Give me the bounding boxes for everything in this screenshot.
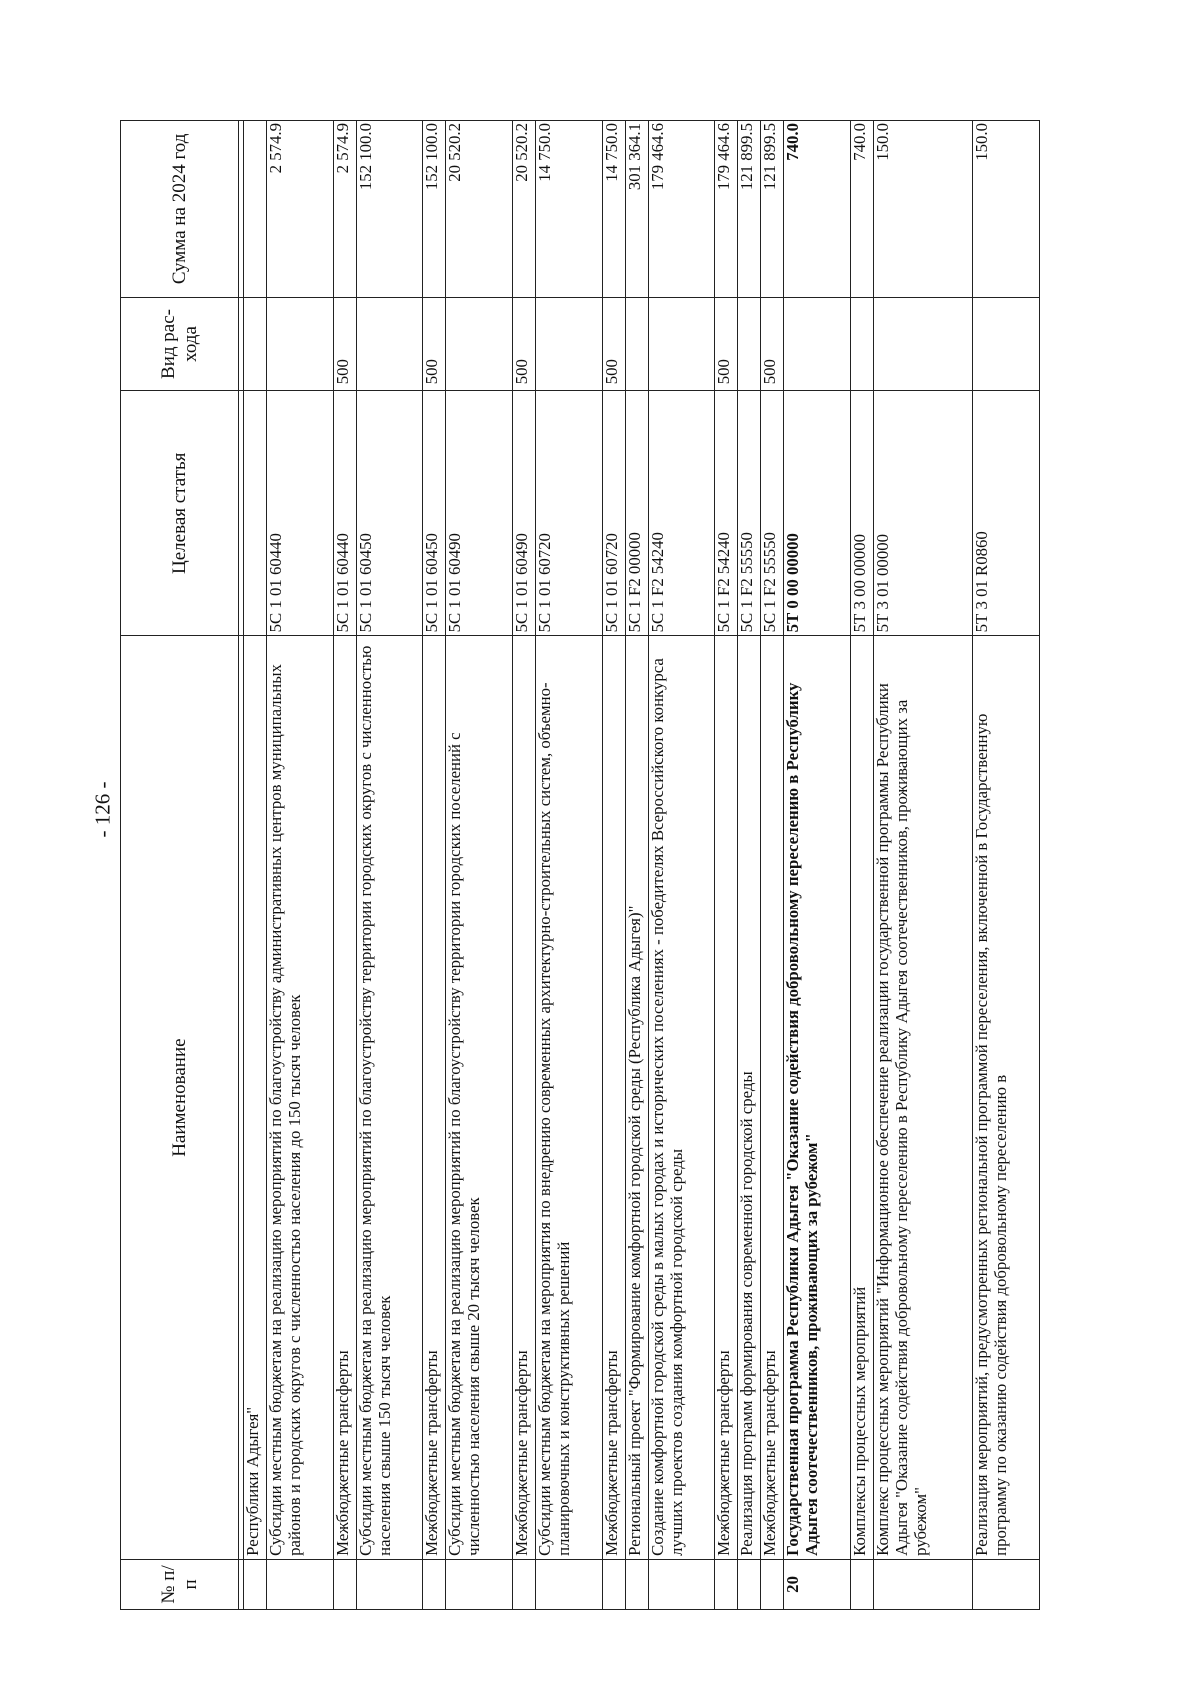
table-row — [333, 121, 356, 1610]
row-sum: 150.0 — [973, 121, 1040, 298]
table-row — [738, 121, 761, 1610]
row-name: Межбюджетные трансферты — [513, 636, 536, 1559]
row-vid: 500 — [513, 297, 536, 390]
table-row — [761, 121, 784, 1610]
row-name: Межбюджетные трансферты — [715, 636, 738, 1559]
table-row — [648, 121, 715, 1610]
row-code: 5С 1 01 60490 — [446, 391, 513, 636]
row-sum: 121 899.5 — [761, 121, 784, 298]
row-sum: 740.0 — [784, 121, 851, 298]
rotated-page-content — [120, 120, 1040, 1610]
row-sum: 179 464.6 — [715, 121, 738, 298]
row-num — [602, 1559, 625, 1609]
row-name: Реализация программ формирования современной городской среды — [738, 636, 761, 1559]
row-num: 20 — [784, 1559, 851, 1609]
row-code: 5С 1 F2 54240 — [648, 391, 715, 636]
row-code: 5Т 3 00 00000 — [851, 391, 874, 636]
row-sum: 740.0 — [851, 121, 874, 298]
row-sum: 301 364.1 — [625, 121, 648, 298]
row-name: Межбюджетные трансферты — [423, 636, 446, 1559]
row-name: Межбюджетные трансферты — [333, 636, 356, 1559]
row-num — [738, 1559, 761, 1609]
table-row — [602, 121, 625, 1610]
row-num — [446, 1559, 513, 1609]
row-num — [874, 1559, 973, 1609]
row-code: 5Т 3 01 00000 — [874, 391, 973, 636]
row-sum — [244, 121, 267, 298]
row-vid — [267, 297, 334, 390]
row-num — [851, 1559, 874, 1609]
table-row — [851, 121, 874, 1610]
row-vid — [851, 297, 874, 390]
table-row — [874, 121, 973, 1610]
row-num — [536, 1559, 603, 1609]
row-num — [513, 1559, 536, 1609]
header-num: № п/п — [121, 1559, 239, 1609]
row-name: Субсидии местным бюджетам на реализацию мероприятий по благоустройству территории городских поселений с численностью населения свыше 20 тысяч человек — [446, 636, 513, 1559]
row-sum: 20 520.2 — [513, 121, 536, 298]
row-code: 5С 1 F2 00000 — [625, 391, 648, 636]
header-code: Целевая статья — [121, 391, 239, 636]
row-num — [973, 1559, 1040, 1609]
table-row — [267, 121, 334, 1610]
row-vid: 500 — [761, 297, 784, 390]
row-vid — [446, 297, 513, 390]
row-name: Региональный проект "Формирование комфортной городской среды (Республика Адыгея)" — [625, 636, 648, 1559]
row-code: 5С 1 01 60450 — [423, 391, 446, 636]
row-code: 5С 1 01 60440 — [333, 391, 356, 636]
header-vid: Вид рас-хода — [121, 297, 239, 390]
header-name: Наименование — [121, 636, 239, 1559]
row-sum: 150.0 — [874, 121, 973, 298]
row-sum: 179 464.6 — [648, 121, 715, 298]
row-name: Межбюджетные трансферты — [761, 636, 784, 1559]
table-row — [446, 121, 513, 1610]
row-sum: 14 750.0 — [602, 121, 625, 298]
row-vid: 500 — [333, 297, 356, 390]
row-sum: 152 100.0 — [356, 121, 423, 298]
row-num — [423, 1559, 446, 1609]
row-num — [267, 1559, 334, 1609]
row-code: 5С 1 F2 54240 — [715, 391, 738, 636]
row-code: 5С 1 F2 55550 — [738, 391, 761, 636]
row-name: Реализация мероприятий, предусмотренных региональной программой переселения, включенной в Государственную программу по оказанию содействия добровольному переселению в — [973, 636, 1040, 1559]
table-row-program — [784, 121, 851, 1610]
row-num — [333, 1559, 356, 1609]
row-num — [356, 1559, 423, 1609]
budget-table — [120, 120, 1040, 1610]
table-row — [423, 121, 446, 1610]
row-sum: 20 520.2 — [446, 121, 513, 298]
row-vid — [973, 297, 1040, 390]
row-code: 5Т 0 00 00000 — [784, 391, 851, 636]
page-number: - 126 - — [90, 781, 115, 838]
row-vid — [648, 297, 715, 390]
row-vid — [874, 297, 973, 390]
header-sum: Сумма на 2024 год — [121, 121, 239, 298]
row-vid — [625, 297, 648, 390]
row-num — [625, 1559, 648, 1609]
row-vid — [536, 297, 603, 390]
row-name: Субсидии местным бюджетам на реализацию мероприятий по благоустройству административных центров муниципальных районов и городских округов с численностью населения до 150 тысяч человек — [267, 636, 334, 1559]
row-code: 5С 1 01 60720 — [536, 391, 603, 636]
row-name: Комплексы процессных мероприятий — [851, 636, 874, 1559]
row-num — [715, 1559, 738, 1609]
row-num — [761, 1559, 784, 1609]
row-name: Создание комфортной городской среды в малых городах и исторических поселениях - победителях Всероссийского конкурса лучших проектов создания комфортной городской среды — [648, 636, 715, 1559]
row-vid: 500 — [715, 297, 738, 390]
row-code: 5С 1 01 60450 — [356, 391, 423, 636]
row-num — [648, 1559, 715, 1609]
row-code: 5Т 3 01 R0860 — [973, 391, 1040, 636]
row-code: 5С 1 01 60440 — [267, 391, 334, 636]
row-name: Межбюджетные трансферты — [602, 636, 625, 1559]
row-code — [244, 391, 267, 636]
row-sum: 14 750.0 — [536, 121, 603, 298]
row-sum: 121 899.5 — [738, 121, 761, 298]
row-vid: 500 — [602, 297, 625, 390]
row-name: Республики Адыгея" — [244, 636, 267, 1559]
table-row — [356, 121, 423, 1610]
row-code: 5С 1 F2 55550 — [761, 391, 784, 636]
table-row — [244, 121, 267, 1610]
row-sum: 2 574.9 — [267, 121, 334, 298]
row-vid — [356, 297, 423, 390]
table-row — [536, 121, 603, 1610]
row-name: Субсидии местным бюджетам на реализацию мероприятий по благоустройству территории городских округов с численностью населения свыше 150 тысяч человек — [356, 636, 423, 1559]
row-code: 5С 1 01 60720 — [602, 391, 625, 636]
row-sum: 2 574.9 — [333, 121, 356, 298]
table-row — [715, 121, 738, 1610]
row-vid — [784, 297, 851, 390]
row-name: Комплекс процессных мероприятий "Информационное обеспечение реализации государственной программы Республики Адыгея "Оказание содействия добровольному переселению в Республику Адыгея соотечественников, проживающих за рубежом" — [874, 636, 973, 1559]
table-row — [513, 121, 536, 1610]
row-code: 5С 1 01 60490 — [513, 391, 536, 636]
row-vid — [738, 297, 761, 390]
row-name: Государственная программа Республики Адыгея "Оказание содействия добровольному переселению в Республику Адыгея соотечественников, проживающих за рубежом" — [784, 636, 851, 1559]
row-name: Субсидии местным бюджетам на мероприятия по внедрению современных архитектурно-строительных систем, объемно-планировочных и конструктивных решений — [536, 636, 603, 1559]
row-vid — [244, 297, 267, 390]
table-row — [625, 121, 648, 1610]
table-row — [973, 121, 1040, 1610]
row-vid: 500 — [423, 297, 446, 390]
row-num — [244, 1559, 267, 1609]
row-sum: 152 100.0 — [423, 121, 446, 298]
